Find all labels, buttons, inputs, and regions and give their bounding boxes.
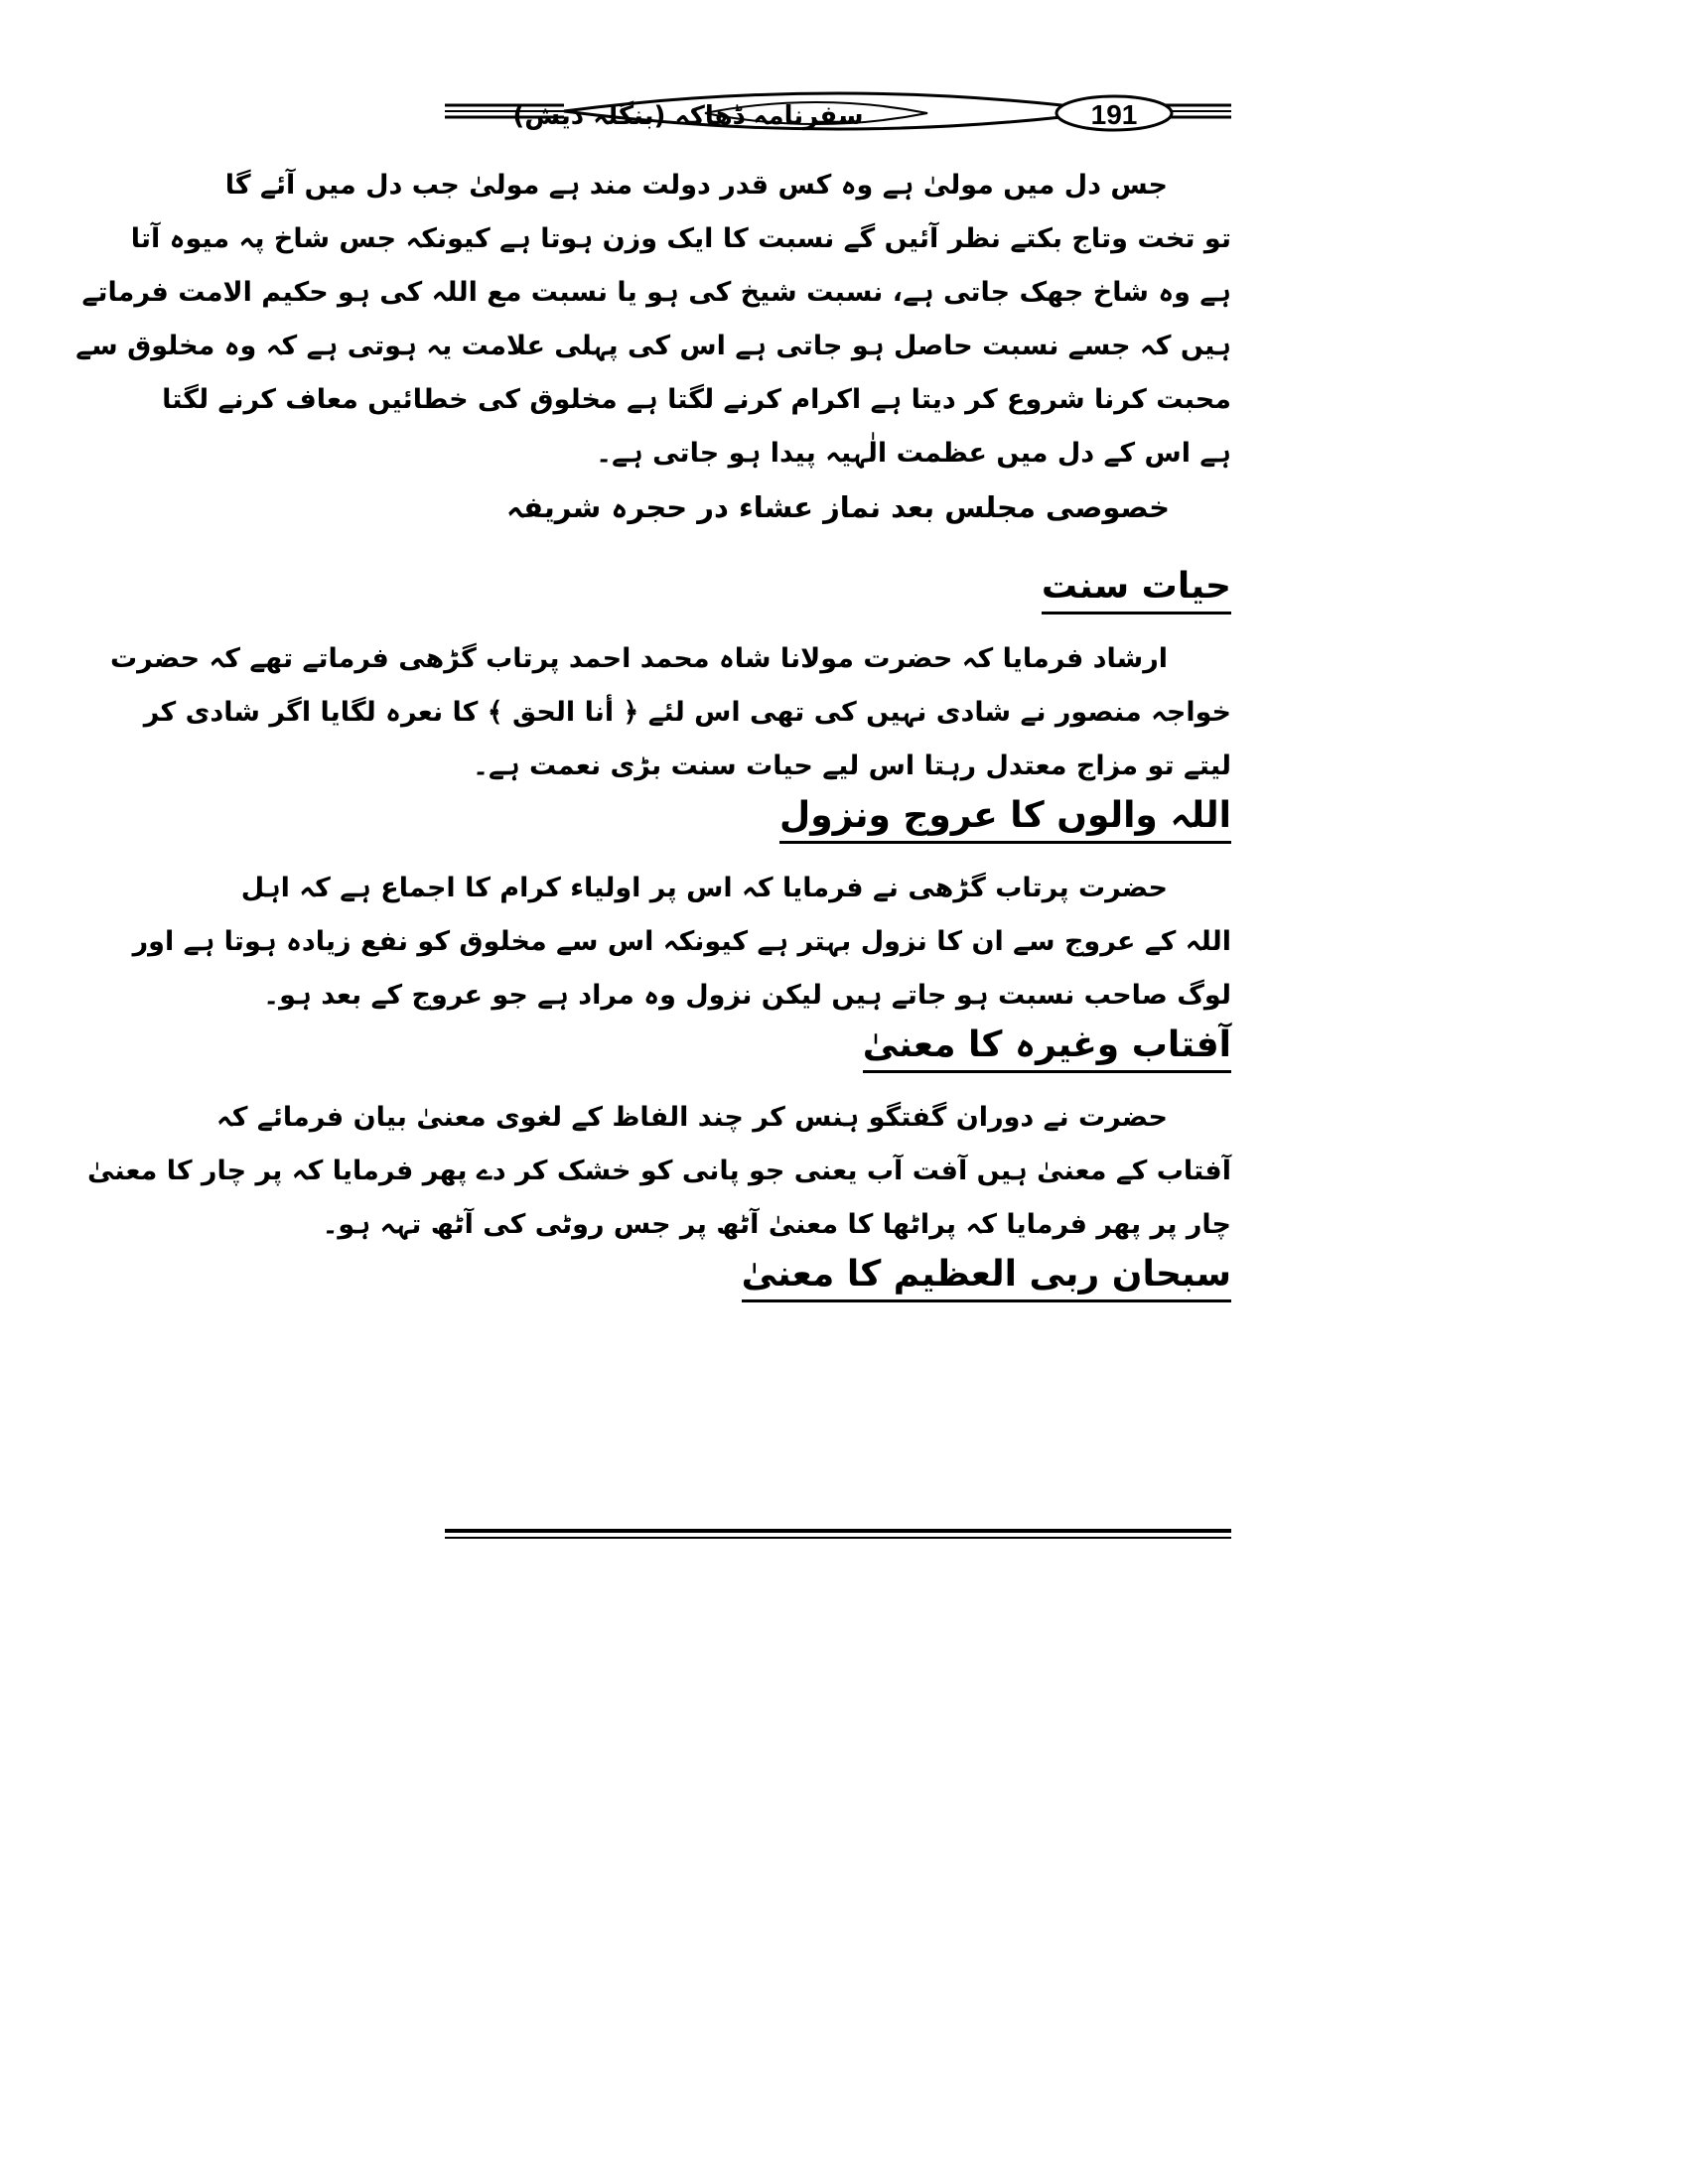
text-line: چار پر پھر فرمایا کہ پراٹھا کا معنیٰ آٹھ پر جس روٹی کی آٹھ تہہ ہو۔ <box>322 1209 1231 1240</box>
section-heading-subhana-rabbi: سبحان ربی العظیم کا معنیٰ <box>742 1252 1231 1302</box>
text-line: لیتے تو مزاج معتدل رہتا اس لیے حیات سنت بڑی نعمت ہے۔ <box>473 751 1231 781</box>
paragraph-hayat-sunnat <box>110 632 1231 793</box>
page-number: 191 <box>1090 99 1138 130</box>
paragraph-aftab <box>87 1091 1231 1252</box>
footer-rule <box>445 1529 1231 1541</box>
text-line: خواجہ منصور نے شادی نہیں کی تھی اس لئے ﴿ أنا الحق ﴾ کا نعرہ لگایا اگر شادی کر <box>143 697 1231 728</box>
text-line: تو تخت وتاج بکتے نظر آئیں گے نسبت کا ایک وزن ہوتا ہے کیونکہ جس شاخ پہ میوہ آتا <box>130 223 1231 254</box>
text-line: حضرت نے دوران گفتگو ہنس کر چند الفاظ کے لغوی معنیٰ بیان فرمائے کہ <box>215 1102 1168 1133</box>
text-line: اللہ کے عروج سے ان کا نزول بہتر ہے کیونکہ اس سے مخلوق کو نفع زیادہ ہوتا ہے اور <box>132 926 1231 957</box>
paragraph-urooj-nuzool <box>132 862 1231 1023</box>
footer-rule-thick <box>445 1529 1231 1533</box>
text-line: لوگ صاحب نسبت ہو جاتے ہیں لیکن نزول وہ مراد ہے جو عروج کے بعد ہو۔ <box>263 980 1231 1011</box>
text-line: حضرت پرتاب گڑھی نے فرمایا کہ اس پر اولیاء کرام کا اجماع ہے کہ اہل <box>240 873 1168 903</box>
section-heading-urooj-nuzool: اللہ والوں کا عروج ونزول <box>779 793 1231 844</box>
text-line: محبت کرنا شروع کر دیتا ہے اکرام کرنے لگتا ہے مخلوق کی خطائیں معاف کرنے لگتا <box>162 384 1231 415</box>
page-content <box>75 159 1231 1302</box>
text-line: ہے وہ شاخ جھک جاتی ہے، نسبت شیخ کی ہو یا نسبت مع اللہ کی ہو حکیم الامت فرماتے <box>81 277 1231 308</box>
text-line: ارشاد فرمایا کہ حضرت مولانا شاہ محمد احمد پرتاب گڑھی فرماتے تھے کہ حضرت <box>110 643 1168 674</box>
session-note: خصوصی مجلس بعد نماز عشاء در حجرہ شریفہ <box>505 490 1171 524</box>
text-line: آفتاب کے معنیٰ ہیں آفت آب یعنی جو پانی کو خشک کر دے پھر فرمایا کہ پر چار کا معنیٰ <box>87 1156 1231 1186</box>
section-heading-hayat-sunnat: حیات سنت <box>1042 564 1231 614</box>
section-heading-aftab: آفتاب وغیرہ کا معنیٰ <box>863 1023 1231 1073</box>
footer-rule-thin <box>445 1537 1231 1539</box>
text-line: جس دل میں مولیٰ ہے وہ کس قدر دولت مند ہے مولیٰ جب دل میں آئے گا <box>224 170 1168 201</box>
book-title: سفرنامہ ڈھاکہ (بنگلہ دیش) <box>512 101 864 131</box>
text-line: ہیں کہ جسے نسبت حاصل ہو جاتی ہے اس کی پہلی علامت یہ ہوتی ہے کہ وہ مخلوق سے <box>75 331 1231 361</box>
text-line: ہے اس کے دل میں عظمت الٰہیہ پیدا ہو جاتی ہے۔ <box>596 438 1231 469</box>
paragraph-nisbat <box>75 159 1231 480</box>
page-header <box>445 87 1231 139</box>
